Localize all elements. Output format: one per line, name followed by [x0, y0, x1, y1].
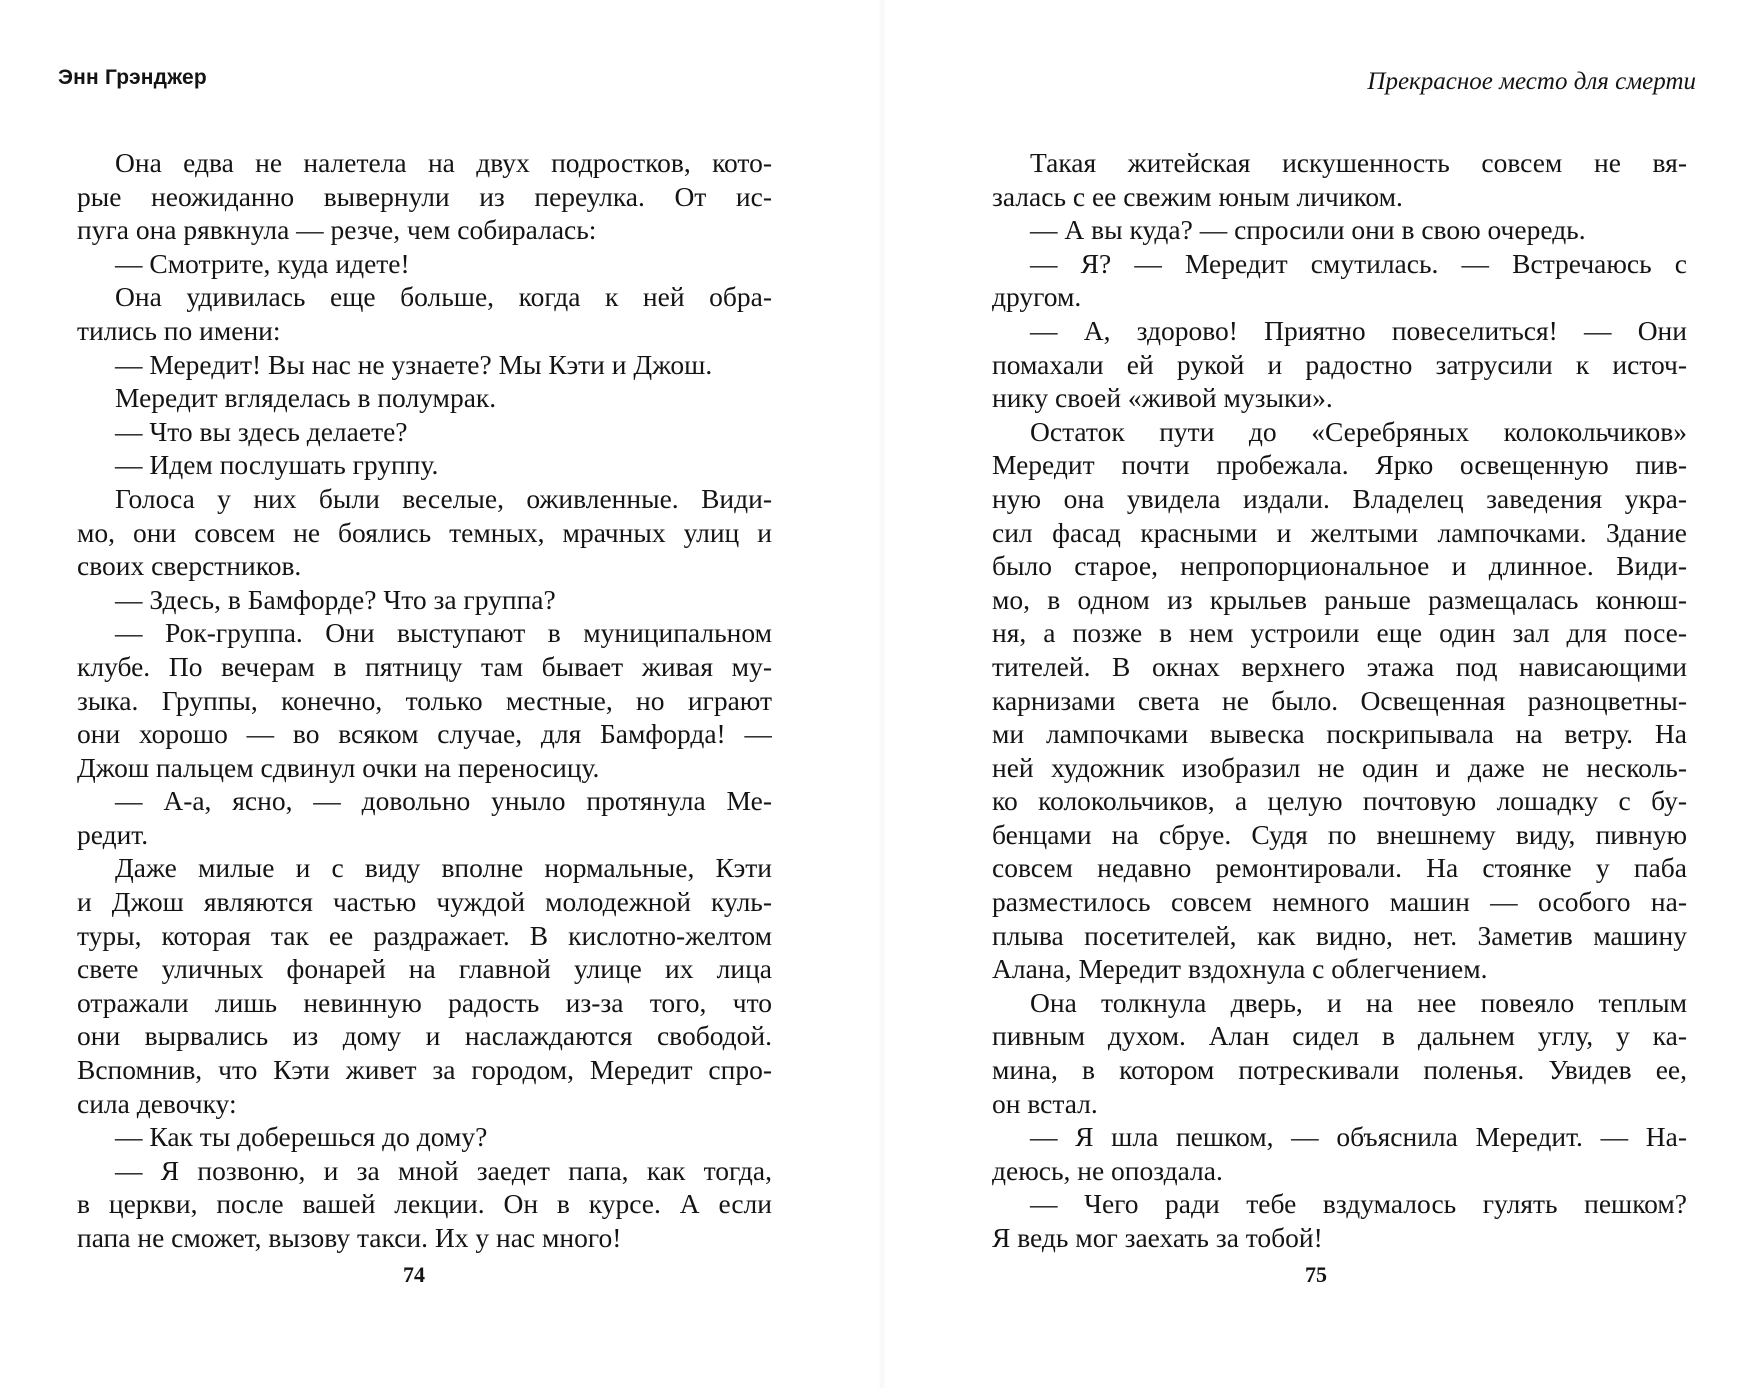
- text-line: мо, в одном из крыльев раньше размещалась конюш-: [992, 583, 1687, 615]
- text-line: деюсь, не опоздала.: [992, 1154, 1223, 1186]
- text-line: зыка. Группы, конечно, только местные, но играют: [77, 684, 772, 716]
- text-line: — Смотрите, куда идете!: [115, 247, 410, 279]
- text-line: папа не сможет, вызову такси. Их у нас много!: [77, 1222, 622, 1253]
- text-line: — Рок-группа. Они выступают в муниципальном: [115, 617, 772, 649]
- text-line: Алана, Мередит вздохнула с облегчением.: [992, 953, 1488, 985]
- text-line: мо, они совсем не боялись темных, мрачных улиц и: [77, 516, 772, 548]
- text-line: Джош пальцем сдвинул очки на переносицу.: [77, 751, 600, 783]
- text-line: — Здесь, в Бамфорде? Что за группа?: [115, 583, 556, 615]
- text-line: Даже милые и с виду вполне нормальные, Кэти: [115, 852, 772, 884]
- right-page: [882, 0, 1764, 1388]
- text-line: залась с ее свежим юным личиком.: [992, 180, 1403, 212]
- text-line: другом.: [992, 281, 1082, 313]
- text-line: тителей. В окнах верхнего этажа под нависающими: [992, 650, 1687, 682]
- text-line: сил фасад красными и желтыми лампочками. Здание: [992, 516, 1687, 548]
- text-line: Мередит вгляделась в полумрак.: [115, 382, 497, 414]
- text-line: пуга она рявкнула — резче, чем собиралась:: [77, 214, 597, 246]
- text-line: ко колокольчиков, а целую почтовую лошадку с бу-: [992, 785, 1687, 817]
- text-line: — Я позвоню, и за мной заедет папа, как тогда,: [115, 1154, 772, 1186]
- text-line: плыва посетителей, как видно, нет. Заметив машину: [992, 919, 1687, 951]
- text-line: ми лампочками вывеска поскрипывала на ветру. На: [992, 718, 1687, 750]
- text-line: своих сверстников.: [77, 550, 302, 582]
- text-line: и Джош являются частью чуждой молодежной куль-: [77, 886, 772, 918]
- text-line: бенцами на сбруе. Судя по внешнему виду, пивную: [992, 818, 1687, 850]
- page-number-right: 75: [1305, 1262, 1327, 1287]
- text-line: они хорошо — во всяком случае, для Бамфорда! —: [77, 718, 772, 750]
- right-page-body: [992, 146, 1687, 1255]
- running-header-title: Прекрасное место для смерти: [1367, 68, 1696, 95]
- text-line: — А-а, ясно, — довольно уныло протянула Ме-: [115, 785, 772, 817]
- text-line: Вспомнив, что Кэти живет за городом, Мередит спро-: [77, 1054, 772, 1086]
- text-line: клубе. По вечерам в пятницу там бывает живая му-: [77, 650, 772, 682]
- text-line: карнизами света не было. Освещенная разноцветны-: [992, 684, 1687, 716]
- text-line: Она толкнула дверь, и на нее повеяло теплым: [1030, 986, 1687, 1018]
- text-line: — Я? — Мередит смутилась. — Встречаюсь с: [1030, 247, 1687, 279]
- text-line: ную она увидела издали. Владелец заведения укра-: [992, 482, 1687, 514]
- text-line: Голоса у них были веселые, оживленные. Види-: [115, 482, 772, 514]
- running-header-author: Энн Грэнджер: [58, 66, 207, 89]
- text-line: Мередит почти пробежала. Ярко освещенную пив-: [992, 449, 1687, 481]
- text-line: свете уличных фонарей на главной улице их лица: [77, 953, 772, 985]
- text-line: в церкви, после вашей лекции. Он в курсе. А если: [77, 1188, 772, 1220]
- text-line: Я ведь мог заехать за тобой!: [992, 1222, 1323, 1253]
- text-line: — А вы куда? — спросили они в свою очередь.: [1030, 214, 1586, 246]
- text-line: разместилось совсем немного машин — особого на-: [992, 886, 1687, 918]
- text-line: пивным духом. Алан сидел в дальнем углу, у ка-: [992, 1020, 1687, 1052]
- text-line: Она удивилась еще больше, когда к ней обра-: [115, 281, 772, 313]
- text-line: — Мередит! Вы нас не узнаете? Мы Кэти и Джош.: [115, 348, 713, 380]
- page-number-left: 74: [403, 1262, 425, 1287]
- text-line: отражали лишь невинную радость из-за того, что: [77, 986, 772, 1018]
- text-line: ня, а позже в нем устроили еще один зал для посе-: [992, 617, 1687, 649]
- text-line: — Чего ради тебе вздумалось гулять пешком?: [1030, 1188, 1687, 1220]
- text-line: — А, здорово! Приятно повеселиться! — Они: [1030, 314, 1687, 346]
- text-line: помахали ей рукой и радостно затрусили к источ-: [992, 348, 1687, 380]
- left-page-body: [77, 146, 772, 1255]
- text-line: — Как ты доберешься до дому?: [115, 1121, 488, 1153]
- text-line: тились по имени:: [77, 314, 281, 346]
- text-line: совсем недавно ремонтировали. На стоянке у паба: [992, 852, 1687, 884]
- text-line: сила девочку:: [77, 1087, 237, 1119]
- text-line: — Идем послушать группу.: [115, 449, 439, 481]
- text-line: мина, в котором потрескивали поленья. Увидев ее,: [992, 1054, 1687, 1086]
- text-line: — Что вы здесь делаете?: [115, 415, 408, 447]
- text-line: они вырвались из дому и наслаждаются свободой.: [77, 1020, 772, 1052]
- text-line: — Я шла пешком, — объяснила Мередит. — На-: [1030, 1121, 1687, 1153]
- text-line: туры, которая так ее раздражает. В кислотно-желтом: [77, 919, 772, 951]
- text-line: редит.: [77, 818, 149, 850]
- text-line: ней художник изобразил не один и даже не несколь-: [992, 751, 1687, 783]
- text-line: рые неожиданно вывернули из переулка. От ис-: [77, 180, 772, 212]
- text-line: было старое, непропорциональное и длинное. Види-: [992, 550, 1687, 582]
- text-line: Она едва не налетела на двух подростков, кото-: [115, 147, 772, 178]
- text-line: Остаток пути до «Серебряных колокольчиков»: [1030, 415, 1687, 447]
- text-line: нику своей «живой музыки».: [992, 382, 1333, 414]
- text-line: он встал.: [992, 1087, 1098, 1119]
- text-line: Такая житейская искушенность совсем не вя-: [1030, 147, 1687, 178]
